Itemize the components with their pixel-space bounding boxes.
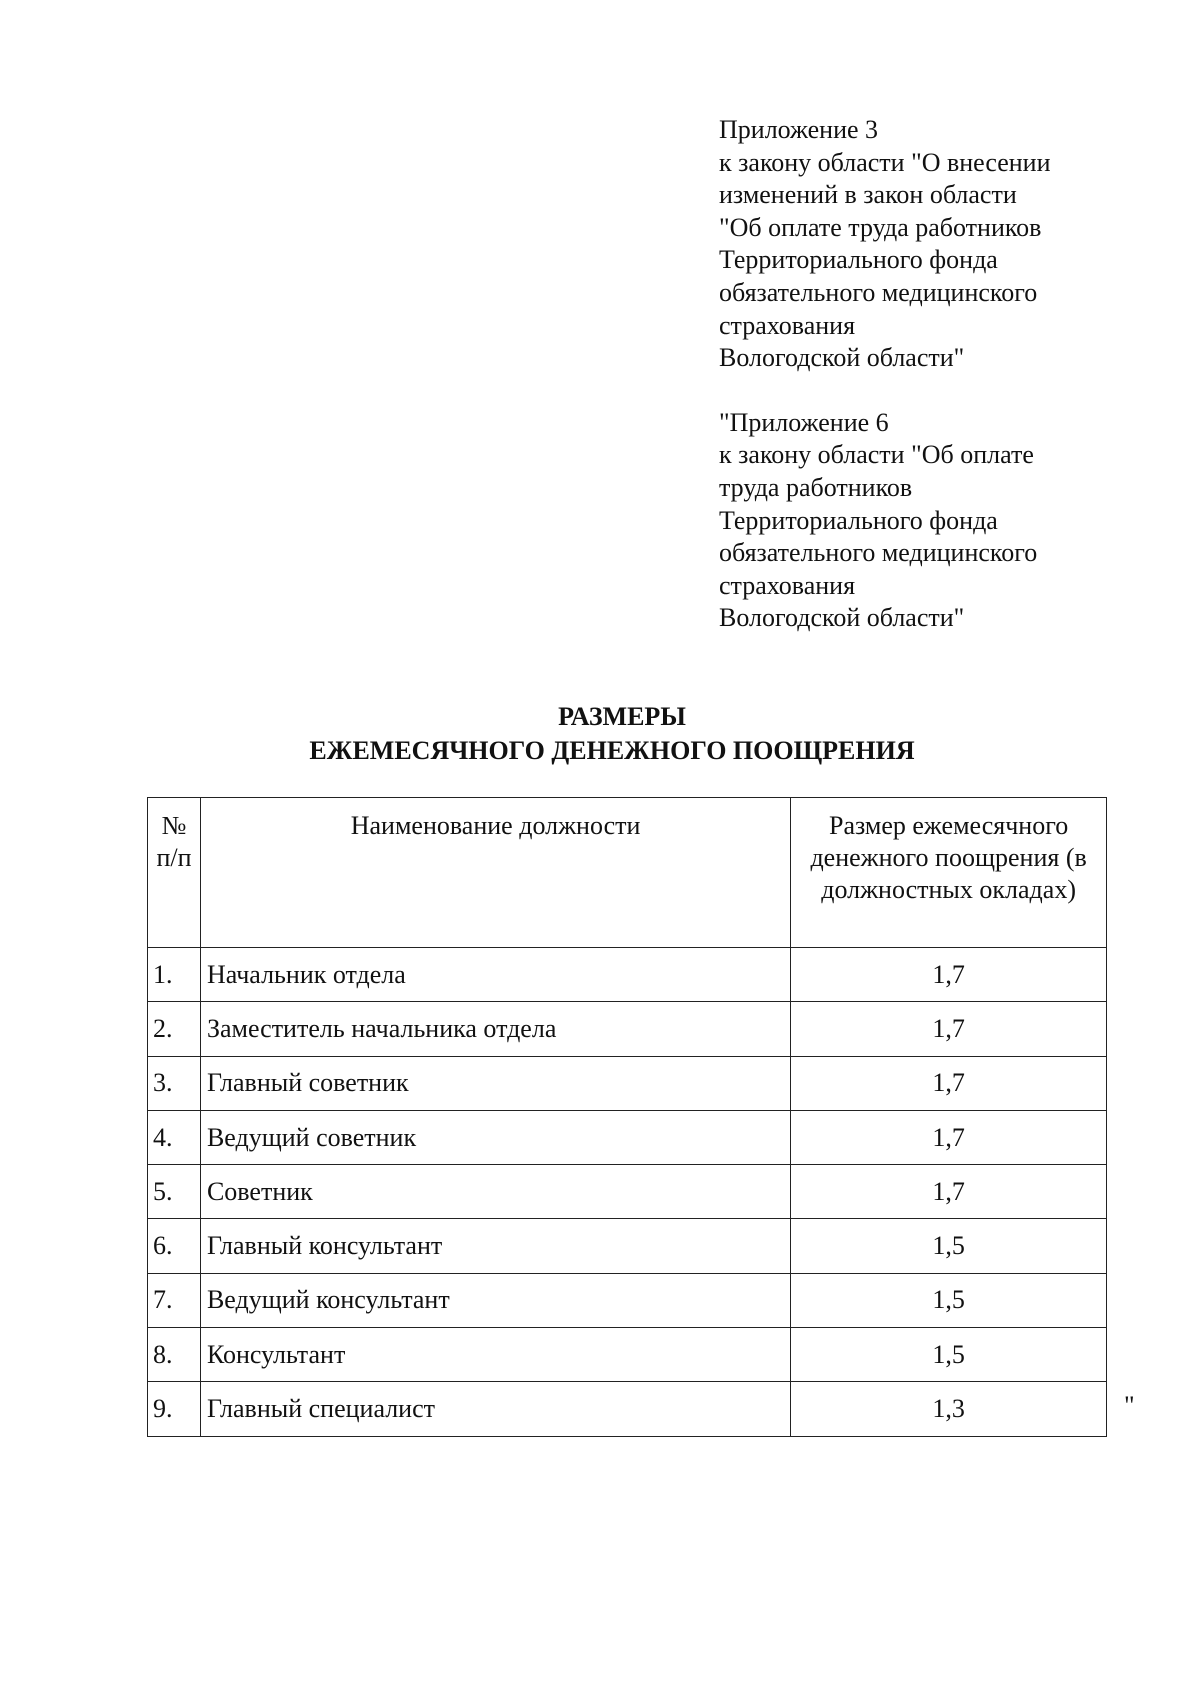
position-name: Главный консультант [200,1219,790,1273]
inner-annex-line: Территориального фонда [719,505,998,535]
inner-annex-line: к закону области "Об оплате [719,440,1034,470]
inner-annex-line: обязательного медицинского [719,538,1038,568]
row-number: 3. [148,1056,201,1110]
table-row [148,1002,1107,1056]
table-row [148,1382,1107,1436]
row-number: 1. [148,948,201,1002]
row-number: 5. [148,1165,201,1219]
position-name: Главный специалист [200,1382,790,1436]
annex-line: Территориального фонда [719,245,998,275]
document-title: РАЗМЕРЫ [558,702,686,731]
table-row [148,1056,1107,1110]
table-row [148,1273,1107,1327]
bonus-value: 1,5 [791,1219,1107,1273]
table-row [148,1110,1107,1164]
row-number: 6. [148,1219,201,1273]
bonus-table [147,797,1107,1437]
table-row [148,1219,1107,1273]
bonus-value: 1,7 [791,1002,1107,1056]
position-name: Советник [200,1165,790,1219]
row-number: 2. [148,1002,201,1056]
annex-line: обязательного медицинского [719,277,1038,307]
annex-header [719,114,1159,635]
header-position: Наименование должности [200,798,790,948]
annex-spacer [719,375,1159,407]
bonus-value: 1,5 [791,1328,1107,1382]
inner-annex-line: Вологодской области" [719,603,965,633]
row-number: 7. [148,1273,201,1327]
table-row [148,948,1107,1002]
position-name: Начальник отдела [200,948,790,1002]
position-name: Ведущий консультант [200,1273,790,1327]
position-name: Главный советник [200,1056,790,1110]
row-number: 4. [148,1110,201,1164]
annex-line: к закону области "О внесении [719,147,1051,177]
row-number: 9. [148,1382,201,1436]
row-number: 8. [148,1328,201,1382]
inner-annex-line: страхования [719,570,856,600]
closing-quote: " [1124,1391,1135,1420]
table-row [148,1328,1107,1382]
position-name: Консультант [200,1328,790,1382]
bonus-value: 1,7 [791,1056,1107,1110]
position-name: Заместитель начальника отдела [200,1002,790,1056]
bonus-value: 1,5 [791,1273,1107,1327]
inner-annex-line: "Приложение 6 [719,407,889,437]
annex-line: страхования [719,310,856,340]
bonus-value: 1,7 [791,948,1107,1002]
bonus-value: 1,7 [791,1165,1107,1219]
header-number: № п/п [148,798,201,948]
annex-line: "Об оплате труда работников [719,212,1042,242]
bonus-value: 1,3 [791,1382,1107,1436]
annex-line: Приложение 3 [719,115,879,144]
annex-line: изменений в закон области [719,180,1017,210]
inner-annex-line: труда работников [719,472,913,502]
table-header-row [148,798,1107,948]
header-bonus-size: Размер ежемесячного денежного поощрения (в должностных окладах) [791,798,1107,948]
annex-line: Вологодской области" [719,343,965,373]
bonus-value: 1,7 [791,1110,1107,1164]
position-name: Ведущий советник [200,1110,790,1164]
document-subtitle: ЕЖЕМЕСЯЧНОГО ДЕНЕЖНОГО ПООЩРЕНИЯ [309,736,915,765]
table-row [148,1165,1107,1219]
